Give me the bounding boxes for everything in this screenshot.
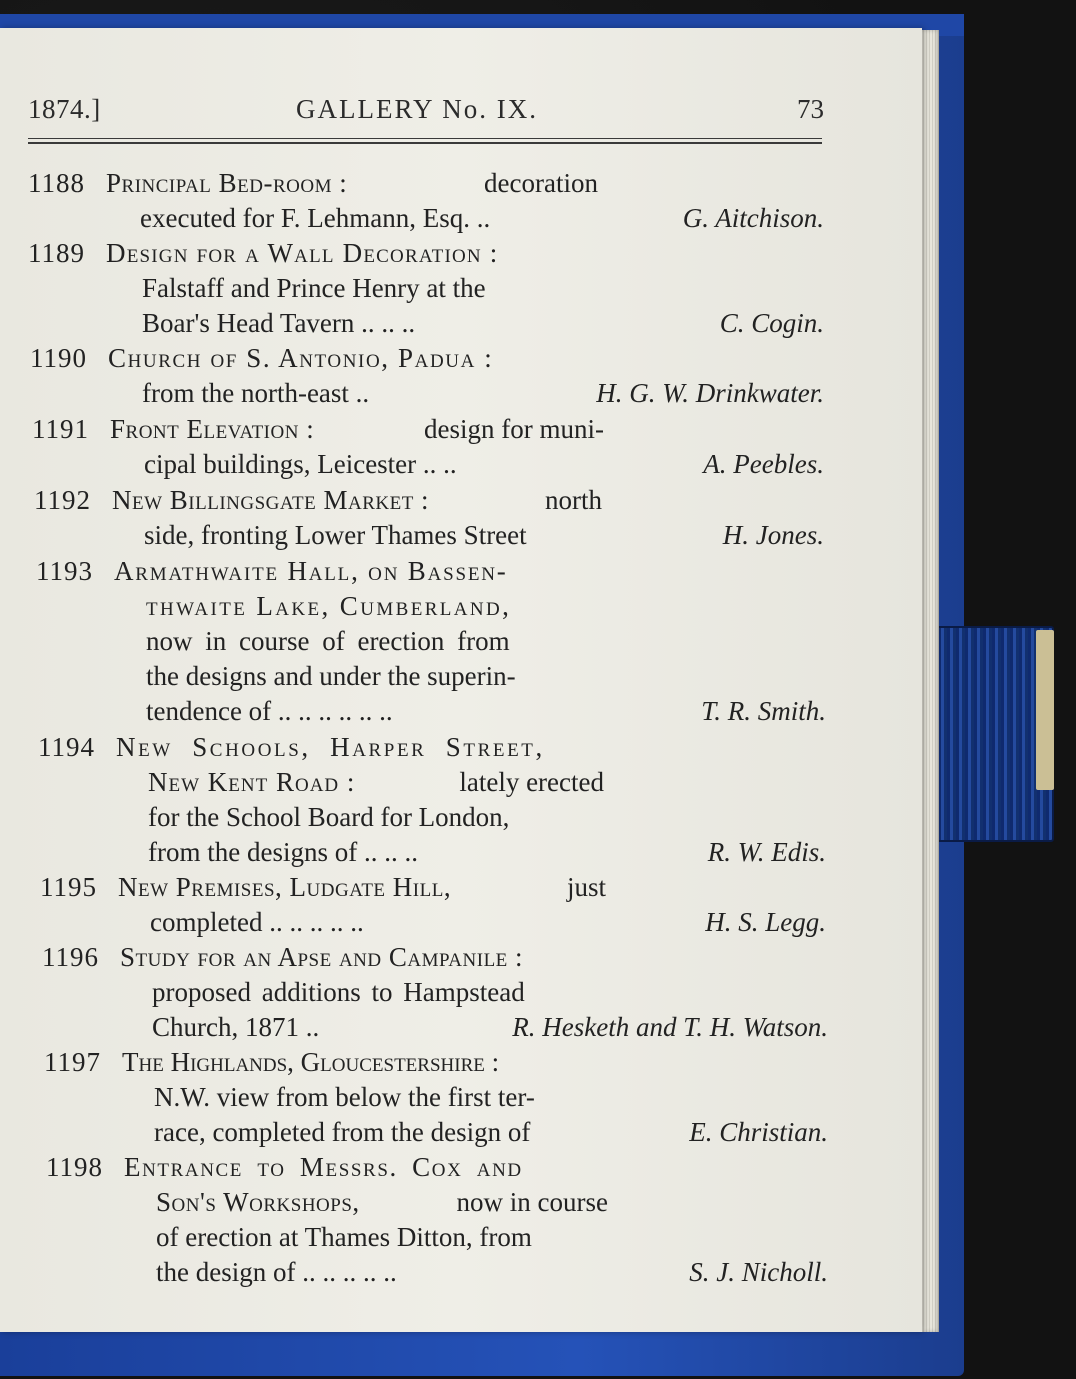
entry-text: Falstaff and Prince Henry at the <box>142 273 486 303</box>
entry-1193-line-5 <box>146 694 826 729</box>
entry-title-cont: Son's Workshops, <box>156 1187 360 1217</box>
entry-text: executed for F. Lehmann, Esq. .. <box>140 203 491 233</box>
entry-1194-line-4 <box>148 835 826 870</box>
header-rule-thick <box>28 142 822 144</box>
entry-1193-line-3 <box>146 624 604 659</box>
entry-artist: A. Peebles. <box>703 449 824 479</box>
entry-number: 1195 <box>40 872 97 902</box>
entry-artist: R. Hesketh and T. H. Watson. <box>512 1012 828 1042</box>
entry-title: New Schools, Harper Street, <box>116 732 545 762</box>
entry-number: 1193 <box>36 556 93 586</box>
entry-number: 1190 <box>30 343 87 373</box>
entry-1189-line-2 <box>142 271 602 306</box>
entry-artist: R. W. Edis. <box>707 837 826 867</box>
header-title: GALLERY No. IX. <box>296 94 538 124</box>
entry-1195-line-1 <box>40 870 606 905</box>
header-year: 1874.] <box>28 94 101 124</box>
entry-text: from the north-east .. <box>142 378 370 408</box>
entry-number: 1191 <box>32 414 89 444</box>
entry-title: Entrance to Messrs. Cox and <box>124 1152 523 1182</box>
entry-text: from the designs of .. .. .. <box>148 837 418 867</box>
entry-artist: H. Jones. <box>722 520 824 550</box>
entry-1193-line-1 <box>36 554 604 589</box>
entry-artist: E. Christian. <box>689 1117 828 1147</box>
entry-number: 1188 <box>28 168 85 198</box>
entry-1194-line-1 <box>38 730 604 765</box>
entry-1197-line-2 <box>154 1080 610 1115</box>
entry-text: just <box>566 872 606 902</box>
entry-text: tendence of .. .. .. .. .. .. <box>146 696 393 726</box>
entry-title: Design for a Wall Decoration : <box>106 238 499 268</box>
entry-text: decoration <box>484 168 598 198</box>
entry-text: thwaite Lake, Cumberland, <box>146 591 512 621</box>
page-number: 73 <box>797 94 824 124</box>
entry-1198-line-3 <box>156 1220 608 1255</box>
entry-text: the designs and under the superin- <box>146 661 516 691</box>
entry-1191-line-1 <box>32 412 604 447</box>
entry-1198-line-1 <box>46 1150 608 1185</box>
entry-title: Church of S. Antonio, Padua : <box>108 343 494 373</box>
entry-title: Study for an Apse and Campanile : <box>120 942 524 972</box>
entry-1196-line-3 <box>152 1010 828 1045</box>
page-header <box>28 94 824 134</box>
entry-1188-line-2 <box>140 201 824 236</box>
entry-1196-line-1 <box>42 940 610 975</box>
entry-1197-line-3 <box>154 1115 828 1150</box>
entry-1191-line-2 <box>144 447 824 482</box>
entry-1194-line-2 <box>148 765 604 800</box>
entry-text: now in course <box>456 1187 608 1217</box>
entry-artist: H. S. Legg. <box>705 907 826 937</box>
entry-text: completed .. .. .. .. .. <box>150 907 364 937</box>
entry-artist: T. R. Smith. <box>701 696 826 726</box>
entry-text: lately erected <box>459 767 604 797</box>
entry-text: proposed additions to Hampstead <box>152 977 525 1007</box>
entry-1190-line-2 <box>142 376 824 411</box>
entry-title: New Premises, Ludgate Hill, <box>118 872 452 902</box>
entry-1194-line-3 <box>148 800 604 835</box>
entry-artist: G. Aitchison. <box>682 203 824 233</box>
entry-text: for the School Board for London, <box>148 802 510 832</box>
entry-number: 1198 <box>46 1152 103 1182</box>
entry-number: 1189 <box>28 238 85 268</box>
entry-artist: S. J. Nicholl. <box>689 1257 828 1287</box>
entry-text: side, fronting Lower Thames Street <box>144 520 527 550</box>
entry-1188-line-1 <box>28 166 598 201</box>
entry-text: cipal buildings, Leicester .. .. <box>144 449 457 479</box>
entry-title: The Highlands, Gloucestershire : <box>122 1047 500 1077</box>
entry-1197-line-1 <box>44 1045 610 1080</box>
entry-number: 1192 <box>34 485 91 515</box>
entry-text: the design of .. .. .. .. .. <box>156 1257 397 1287</box>
entry-title: Principal Bed-room : <box>106 168 348 198</box>
entry-text: north <box>545 485 602 515</box>
entry-artist: C. Cogin. <box>719 308 824 338</box>
entry-title: Front Elevation : <box>110 414 315 444</box>
entry-1189-line-1 <box>28 236 602 271</box>
entry-1195-line-2 <box>150 905 826 940</box>
entry-text: design for muni- <box>424 414 604 444</box>
entry-text: now in course of erection from <box>146 626 510 656</box>
entry-text: Church, 1871 .. <box>152 1012 320 1042</box>
entry-number: 1196 <box>42 942 99 972</box>
entry-title-cont: New Kent Road : <box>148 767 356 797</box>
entry-1196-line-2 <box>152 975 608 1010</box>
entry-title: New Billingsgate Market : <box>112 485 430 515</box>
entry-1198-line-4 <box>156 1255 828 1290</box>
entry-1192-line-1 <box>34 483 602 518</box>
entry-text: Boar's Head Tavern .. .. .. <box>142 308 416 338</box>
entry-1198-line-2 <box>156 1185 608 1220</box>
entry-1190-line-1 <box>30 341 604 376</box>
entry-1189-line-3 <box>142 306 824 341</box>
bookmark-tab-edge <box>1036 630 1054 790</box>
entry-text: N.W. view from below the first ter- <box>154 1082 535 1112</box>
entry-number: 1197 <box>44 1047 101 1077</box>
header-rule-thin <box>28 138 822 139</box>
entry-text: of erection at Thames Ditton, from <box>156 1222 532 1252</box>
entry-1193-line-4 <box>146 659 604 694</box>
entry-text: race, completed from the design of <box>154 1117 531 1147</box>
entry-1193-line-2 <box>146 589 604 624</box>
entry-1192-line-2 <box>144 518 824 553</box>
entry-title: Armathwaite Hall, on Bassen- <box>114 556 508 586</box>
entry-number: 1194 <box>38 732 95 762</box>
entry-artist: H. G. W. Drinkwater. <box>596 378 824 408</box>
